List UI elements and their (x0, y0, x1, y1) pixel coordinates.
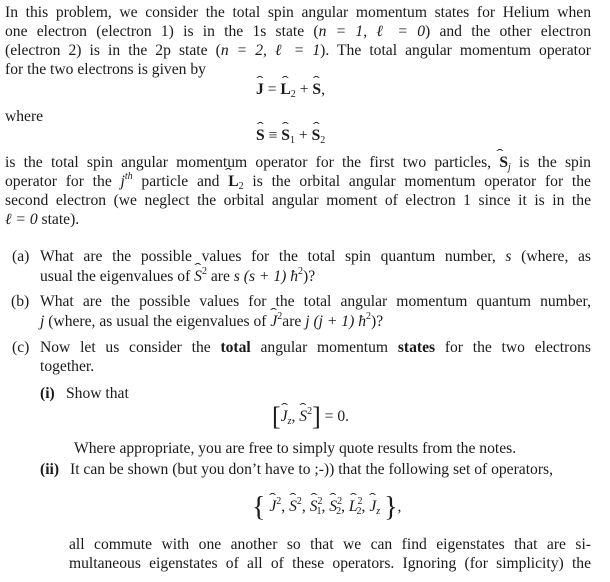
math-j: j (40, 313, 45, 330)
text: is the spin (510, 154, 591, 171)
subquestion-ii-after-line-1: all commute with one another so that we can find eigenstates that are si- (69, 536, 591, 553)
operator-s1-bold: ˆ S (281, 126, 290, 146)
subscript: 2 (320, 135, 326, 146)
superscript: 2 (276, 496, 282, 507)
operator-l2-squared: ˆ L (349, 497, 358, 517)
question-c-label: (c) (12, 339, 30, 356)
superscript: 2 (337, 496, 343, 507)
superscript: 2 (296, 496, 302, 507)
superscript: 2 (298, 266, 304, 277)
where-label: where (5, 108, 44, 125)
explanation-line-1 (5, 153, 591, 172)
subscript: 2 (290, 89, 296, 100)
superscript: 2 (307, 406, 313, 417)
intro-line-2-text: one electron (electron 1) is in the 1s state ( (5, 23, 319, 40)
equation-total-spin (256, 126, 325, 146)
intro-line-4: for the two electrons is given by (5, 61, 206, 78)
right-bracket: ] (312, 402, 321, 431)
text: (where, as usual the eigenvalues of (44, 313, 271, 330)
text: operator for the (5, 173, 121, 190)
question-b-label: (b) (11, 293, 30, 310)
operator-s2-bold: ˆ S (312, 126, 321, 146)
comma: , (321, 498, 330, 515)
subquestion-ii-after-line-2: multaneous eigenstates of all of these operators. Ignoring (for simplicity) the (69, 555, 591, 572)
intro-line-3-text: (electron 2) is in the 2p state ( (5, 42, 221, 59)
superscript: 2 (357, 496, 363, 507)
left-brace: { (252, 492, 266, 523)
question-a-line-1 (40, 247, 591, 266)
operator-s: ˆ S (299, 407, 307, 427)
operator-j: ˆ J (270, 312, 277, 331)
question-c-line-2: together. (40, 358, 95, 375)
commutator-equation (272, 402, 350, 431)
question-a-line-2 (40, 267, 315, 286)
subquestion-i-note: Where appropriate, you are free to simply quote results from the notes. (74, 440, 517, 457)
intro-line-3 (5, 41, 591, 60)
subscript: j (508, 162, 511, 173)
text: are (206, 268, 234, 285)
superscript: th (124, 171, 133, 182)
text: for the two electrons (435, 339, 591, 356)
equation-total-angular-momentum (256, 80, 325, 100)
operator-jz: ˆ J (281, 407, 288, 427)
subscript: 2 (356, 506, 362, 517)
comma: , (321, 81, 325, 98)
subscript: 2 (336, 506, 342, 517)
subquestion-ii-text: It can be shown (but you don’t have to ;-)) that the following set of operators, (70, 461, 554, 478)
comma: , (281, 498, 290, 515)
comma: , (291, 408, 300, 425)
equiv-sign: ≡ (264, 127, 282, 144)
comma: , (301, 498, 310, 515)
explanation-line-3: second electron (we neglect the orbital angular moment of electron 1 since it is in the (5, 192, 591, 209)
subscript: z (287, 416, 292, 427)
text: is the orbital angular momentum operator for the (243, 173, 591, 190)
intro-line-1: In this problem, we consider the total spin angular momentum states for Helium when (5, 4, 591, 21)
operator-s: ˆ S (194, 267, 202, 286)
question-c-line-1 (40, 338, 591, 357)
plus-sign: + (295, 81, 313, 98)
bold-total: total (220, 339, 251, 356)
superscript: 2 (366, 311, 371, 322)
comma: , (341, 498, 349, 515)
question-a-label: (a) (12, 248, 30, 265)
operator-jz: ˆ J (369, 497, 376, 517)
text: What are the possible values for the total spin quantum number, (40, 248, 506, 265)
subquestion-ii-label: (ii) (40, 461, 60, 478)
math: s (s + 1) ħ (233, 268, 299, 285)
operator-s-bold: ˆ S (312, 80, 321, 100)
equals-sign: = (263, 81, 281, 98)
operator-s-squared: ˆ S (289, 497, 297, 517)
left-bracket: [ (272, 402, 281, 431)
text: are (282, 313, 306, 330)
text: )? (303, 268, 316, 285)
text: is the total spin angular momentum operator for the first two particles, (5, 154, 500, 171)
math-j: j (120, 173, 125, 190)
superscript: 2 (201, 266, 207, 277)
intro-line-2-math: n = 1, ℓ = 0 (318, 23, 425, 40)
operator-set (252, 492, 402, 523)
operator-s2-squared: ˆ S (329, 497, 337, 517)
subquestion-i-text: Show that (66, 385, 129, 402)
math: ℓ = 0 (5, 211, 38, 228)
operator-j-squared: ˆ J (269, 497, 276, 517)
subquestion-i-label: (i) (40, 385, 55, 402)
subscript: 1 (289, 135, 295, 146)
question-b-line-1: What are the possible values for the total angular momentum quantum number, (40, 293, 591, 310)
comma: , (361, 498, 370, 515)
explanation-line-4 (5, 210, 79, 229)
text: state). (37, 211, 80, 228)
intro-line-2-tail: ) and the other electron (425, 23, 592, 40)
plus-sign: + (294, 127, 312, 144)
subscript: z (376, 506, 381, 517)
question-b-line-2 (40, 312, 383, 331)
intro-line-3-tail: ). The total angular momentum operator (320, 42, 591, 59)
operator-j-bold: ˆ J (256, 80, 264, 100)
text: usual the eigenvalues of (40, 268, 195, 285)
text: particle and (132, 173, 229, 190)
right-brace: } (384, 492, 398, 523)
math: j (j + 1) ħ (305, 313, 366, 330)
text: )? (371, 313, 384, 330)
operator-l2-bold: ˆ L (228, 172, 238, 191)
operator-s1-squared: ˆ S (310, 497, 318, 517)
operator-l-bold: ˆ L (280, 80, 290, 100)
subscript: 2 (238, 181, 244, 192)
text: (where, as (511, 248, 591, 265)
superscript: 2 (277, 311, 283, 322)
intro-line-3-math: n = 2, ℓ = 1 (220, 42, 321, 59)
subscript: 1 (316, 506, 322, 517)
superscript: 2 (317, 496, 323, 507)
set-tail: , (397, 498, 402, 515)
math-s: s (505, 248, 512, 265)
explanation-line-2 (5, 172, 591, 191)
text: Now let us consider the (40, 339, 221, 356)
operator-s-bold: ˆ S (256, 126, 265, 146)
text: angular momentum (250, 339, 398, 356)
rhs: = 0. (320, 408, 350, 425)
operator-sj-bold: ˆ S (499, 153, 508, 172)
intro-line-2 (5, 22, 591, 41)
bold-states: states (397, 339, 436, 356)
